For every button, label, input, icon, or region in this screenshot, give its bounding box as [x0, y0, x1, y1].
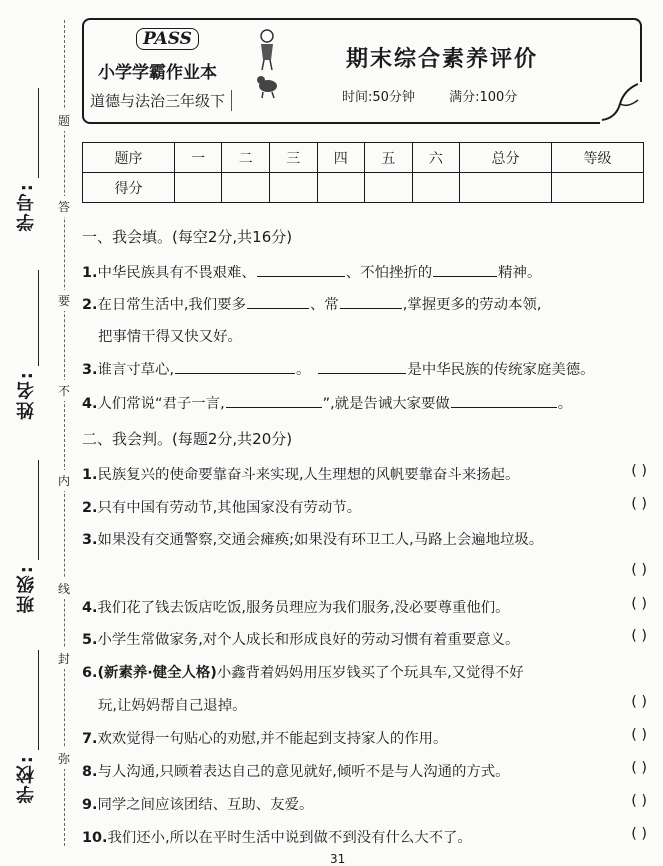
pass-logo: PASS: [136, 28, 199, 50]
question-text: 小鑫背着妈妈用压岁钱买了个玩具车,又觉得不好: [216, 665, 524, 681]
question-text: 。: [557, 396, 573, 412]
question-text: 中华民族具有不畏艰难、: [97, 265, 256, 281]
question-text: 小学生常做家务,对个人成长和形成良好的劳动习惯有着重要意义。: [97, 632, 520, 648]
binding-cut-line: [64, 20, 65, 846]
judge-question-5: [82, 628, 519, 649]
judge-question-4: [82, 596, 510, 617]
answer-parentheses[interactable]: ( ): [631, 628, 647, 644]
name-label: 姓名:: [16, 370, 37, 420]
answer-parentheses[interactable]: ( ): [631, 727, 647, 743]
table-cell: 二: [222, 143, 270, 173]
question-text: 我们还小,所以在平时生活中说到做不到没有什么大不了。: [107, 830, 472, 846]
score-input-cell[interactable]: [174, 173, 222, 203]
score-input-cell[interactable]: [269, 173, 317, 203]
binding-strip: [0, 0, 78, 866]
table-row: [83, 143, 644, 173]
binding-char: 封: [56, 648, 72, 669]
answer-parentheses[interactable]: ( ): [631, 596, 647, 612]
exam-title: 期末综合素养评价: [346, 46, 539, 72]
answer-parentheses[interactable]: ( ): [631, 694, 647, 710]
table-cell: 四: [317, 143, 365, 173]
binding-char: 答: [56, 196, 72, 217]
fill-question-1: [82, 261, 541, 282]
page-curl-icon: [598, 80, 642, 124]
question-text: 、不怕挫折的: [345, 265, 433, 281]
binding-char: 要: [56, 290, 72, 311]
question-number: 10.: [82, 830, 108, 846]
judge-question-1: [82, 463, 519, 484]
table-row: [83, 173, 644, 203]
binding-char: 题: [56, 110, 72, 131]
binding-char: 弥: [56, 748, 72, 769]
binding-char: 不: [56, 380, 72, 401]
question-number: 8.: [82, 764, 98, 780]
judge-question-2: [82, 496, 361, 517]
question-number: 5.: [82, 632, 98, 648]
answer-parentheses[interactable]: ( ): [631, 793, 647, 809]
section-2-title: 二、我会判。(每题2分,共20分): [82, 430, 293, 448]
judge-question-10: [82, 826, 472, 847]
answer-parentheses[interactable]: ( ): [631, 562, 647, 578]
question-number: 4.: [82, 600, 98, 616]
question-text: 同学之间应该团结、互助、友爱。: [97, 797, 314, 813]
fill-question-2-cont: 把事情干得又快又好。: [98, 329, 242, 345]
binding-char: 内: [56, 470, 72, 491]
answer-blank[interactable]: [451, 406, 557, 408]
answer-blank[interactable]: [433, 275, 497, 277]
question-text: 只有中国有劳动节,其他国家没有劳动节。: [97, 500, 362, 516]
question-text: 与人沟通,只顾着表达自己的意见就好,倾听不是与人沟通的方式。: [97, 764, 510, 780]
binding-char: 线: [56, 578, 72, 599]
question-text: 人们常说“君子一言,: [97, 396, 225, 412]
class-line: [38, 460, 39, 560]
student-id-label: 学号:: [16, 182, 37, 232]
class-label: 班级:: [16, 564, 37, 614]
subject-label: 道德与法治三年级下: [90, 90, 232, 111]
question-number: 9.: [82, 797, 98, 813]
question-text: ”,就是告诫大家要做: [322, 396, 450, 412]
judge-question-7: [82, 727, 447, 748]
exam-header: [82, 18, 642, 124]
score-input-cell[interactable]: [552, 173, 644, 203]
answer-parentheses[interactable]: ( ): [631, 463, 647, 479]
literacy-tag: (新素养·健全人格): [97, 665, 217, 681]
question-number: 6.: [82, 665, 98, 681]
score-input-cell[interactable]: [460, 173, 552, 203]
score-table: [82, 142, 644, 203]
answer-blank[interactable]: [226, 406, 322, 408]
question-text: 、常: [309, 297, 339, 313]
judge-question-9: [82, 793, 313, 814]
judge-question-6: [82, 661, 524, 682]
answer-parentheses[interactable]: ( ): [631, 496, 647, 512]
question-text: 我们花了钱去饭店吃饭,服务员理应为我们服务,没必要尊重他们。: [97, 600, 510, 616]
section-1-title: 一、我会填。(每空2分,共16分): [82, 228, 293, 246]
question-text: 是中华民族的传统家庭美德。: [407, 362, 595, 378]
fill-question-3: [82, 358, 595, 379]
question-text: 。: [296, 362, 311, 378]
question-number: 1.: [82, 265, 98, 281]
question-number: 2.: [82, 297, 98, 313]
full-score: 满分:100分: [449, 90, 518, 105]
school-label: 学校:: [16, 754, 37, 804]
question-number: 3.: [82, 362, 98, 378]
score-input-cell[interactable]: [365, 173, 413, 203]
score-input-cell[interactable]: [412, 173, 460, 203]
answer-blank[interactable]: [175, 372, 295, 374]
mascot-icon: [252, 26, 282, 100]
page-number: 31: [330, 852, 346, 866]
table-cell: 三: [269, 143, 317, 173]
table-cell: 六: [412, 143, 460, 173]
answer-parentheses[interactable]: ( ): [631, 826, 647, 842]
question-text: 民族复兴的使命要靠奋斗来实现,人生理想的风帆要靠奋斗来扬起。: [97, 467, 520, 483]
fill-question-2: [82, 293, 541, 314]
answer-blank[interactable]: [340, 307, 402, 309]
question-text: ,掌握更多的劳动本领,: [402, 297, 542, 313]
question-text: 精神。: [498, 265, 542, 281]
question-number: 1.: [82, 467, 98, 483]
table-cell: 五: [365, 143, 413, 173]
question-number: 7.: [82, 731, 98, 747]
table-cell: 总分: [460, 143, 552, 173]
brand-name: 小学学霸作业本: [98, 63, 217, 83]
question-number: 4.: [82, 396, 98, 412]
question-text: 如果没有交通警察,交通会瘫痪;如果没有环卫工人,马路上会遍地垃圾。: [97, 532, 544, 548]
table-cell: 得分: [83, 173, 175, 203]
fill-question-4: [82, 392, 572, 413]
score-input-cell[interactable]: [222, 173, 270, 203]
school-line: [38, 650, 39, 750]
answer-blank[interactable]: [257, 275, 345, 277]
answer-blank[interactable]: [247, 307, 309, 309]
judge-question-3: [82, 528, 543, 549]
name-line: [38, 270, 39, 366]
table-cell: 题序: [83, 143, 175, 173]
question-text: 谁言寸草心,: [97, 362, 175, 378]
question-text: 在日常生活中,我们要多: [97, 297, 246, 313]
time-limit: 时间:50分钟: [342, 90, 415, 105]
judge-question-8: [82, 760, 510, 781]
table-cell: 一: [174, 143, 222, 173]
judge-question-6-cont: 玩,让妈妈帮自己退掉。: [98, 698, 247, 714]
question-text: 欢欢觉得一句贴心的劝慰,并不能起到支持家人的作用。: [97, 731, 448, 747]
question-number: 2.: [82, 500, 98, 516]
exam-meta: [342, 86, 547, 105]
student-id-line: [38, 88, 39, 178]
question-number: 3.: [82, 532, 98, 548]
answer-parentheses[interactable]: ( ): [631, 760, 647, 776]
answer-blank[interactable]: [318, 372, 406, 374]
table-cell: 等级: [552, 143, 644, 173]
score-input-cell[interactable]: [317, 173, 365, 203]
